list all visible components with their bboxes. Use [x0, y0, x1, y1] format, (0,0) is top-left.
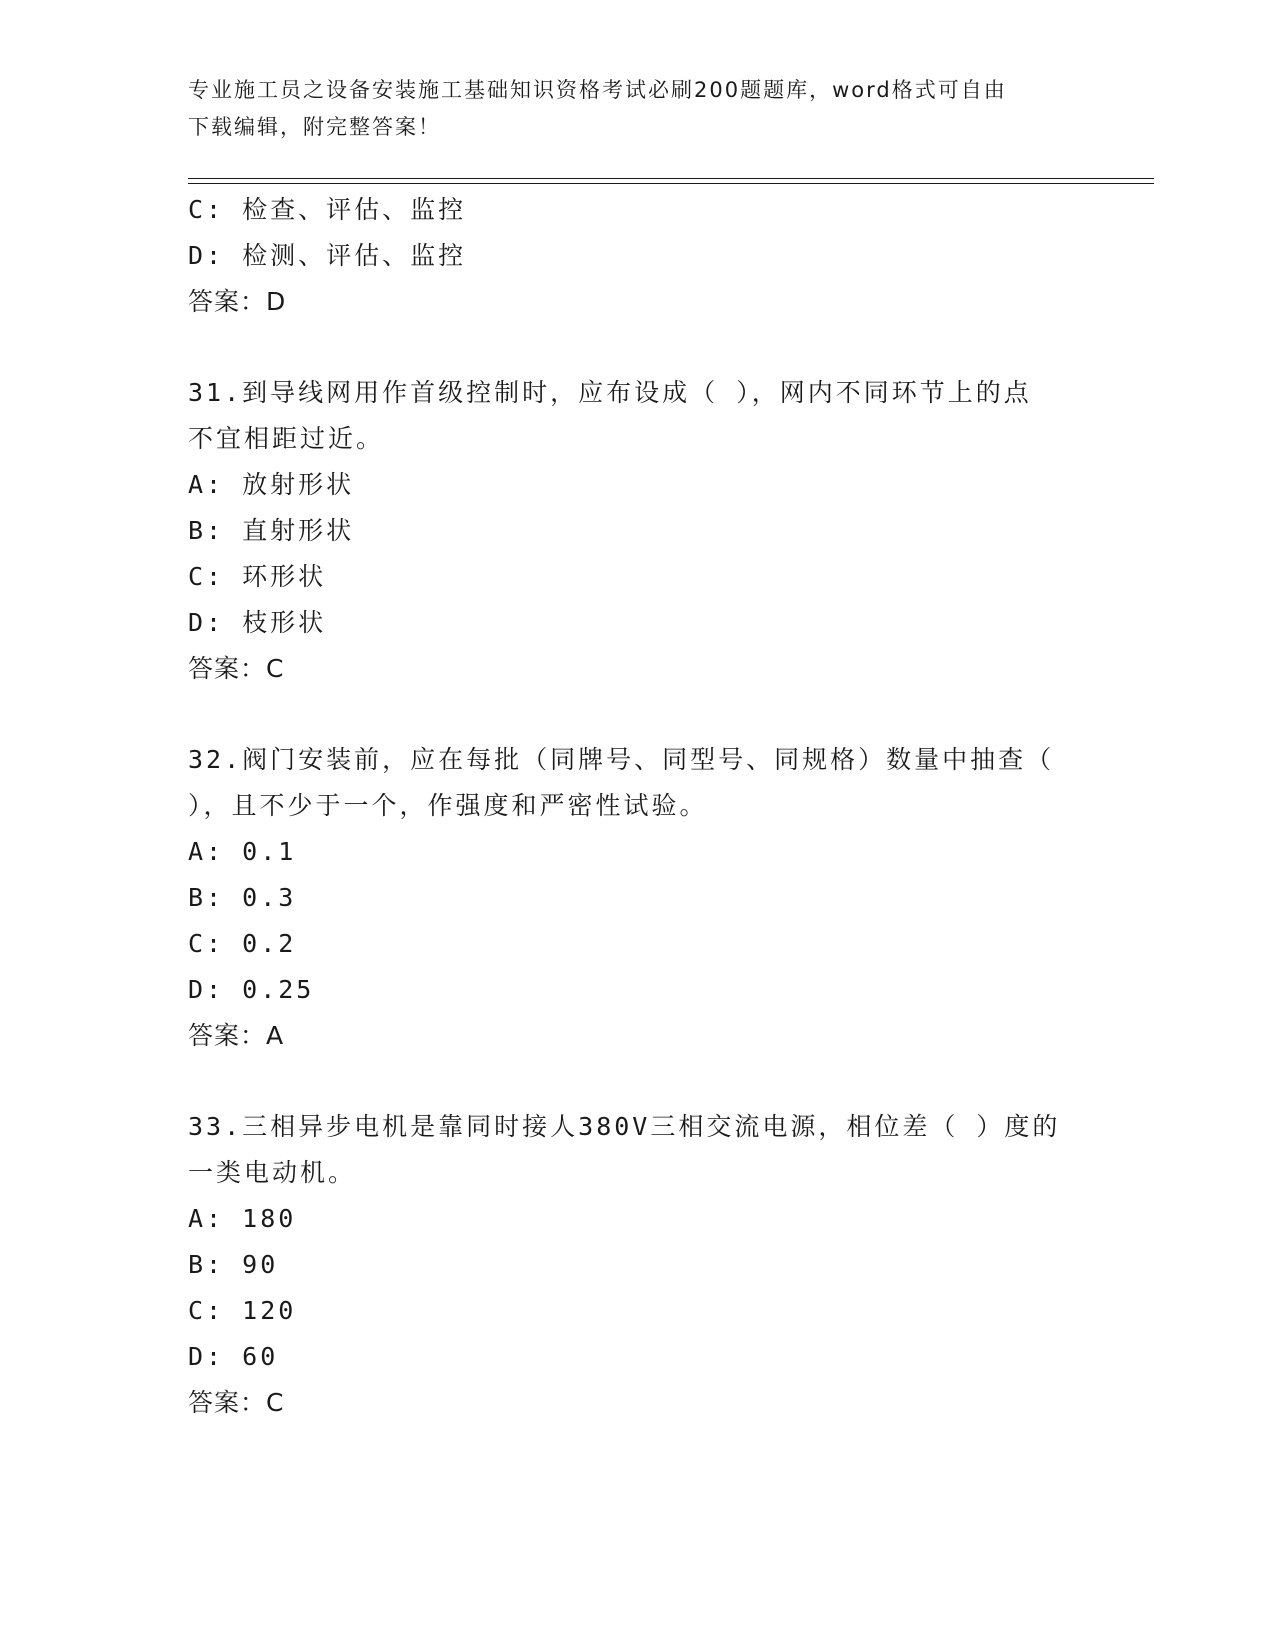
page-header — [188, 72, 1088, 146]
answer-line: 答案：C — [188, 654, 285, 683]
option-c: C: 0.2 — [188, 929, 297, 958]
question-stem: 不宜相距过近。 — [188, 424, 385, 453]
header-line-1: 专业施工员之设备安装施工基础知识资格考试必刷200题题库，word格式可自由 — [188, 78, 1007, 102]
option-d: D: 0.25 — [188, 975, 315, 1004]
option-b: B: 90 — [188, 1250, 279, 1279]
question-stem: 31.到导线网用作首级控制时，应布设成（ ），网内不同环节上的点 — [188, 378, 1032, 407]
question-31 — [188, 370, 1088, 692]
answer-line: 答案：A — [188, 1021, 285, 1050]
header-divider-top — [188, 178, 1154, 179]
header-divider-bottom — [188, 183, 1154, 184]
question-stem: ），且不少于一个，作强度和严密性试验。 — [188, 791, 708, 820]
question-stem: 一类电动机。 — [188, 1158, 357, 1187]
option-d: D: 60 — [188, 1342, 279, 1371]
option-c: C: 检查、评估、监控 — [188, 195, 467, 224]
question-stem: 32.阀门安装前，应在每批（同牌号、同型号、同规格）数量中抽查（ — [188, 745, 1055, 774]
question-32 — [188, 737, 1088, 1059]
option-a: A: 0.1 — [188, 837, 297, 866]
previous-question-tail — [188, 187, 1088, 325]
option-d: D: 枝形状 — [188, 608, 327, 637]
header-line-2: 下载编辑，附完整答案！ — [188, 115, 441, 139]
question-content — [188, 187, 1088, 1426]
option-b: B: 0.3 — [188, 883, 297, 912]
answer-line: 答案：D — [188, 287, 287, 316]
question-stem: 33.三相异步电机是靠同时接人380V三相交流电源，相位差（ ）度的 — [188, 1112, 1061, 1141]
option-b: B: 直射形状 — [188, 516, 355, 545]
option-a: A: 180 — [188, 1204, 297, 1233]
answer-line: 答案：C — [188, 1388, 285, 1417]
question-33 — [188, 1104, 1088, 1426]
option-c: C: 环形状 — [188, 562, 327, 591]
option-c: C: 120 — [188, 1296, 297, 1325]
option-a: A: 放射形状 — [188, 470, 355, 499]
option-d: D: 检测、评估、监控 — [188, 241, 467, 270]
